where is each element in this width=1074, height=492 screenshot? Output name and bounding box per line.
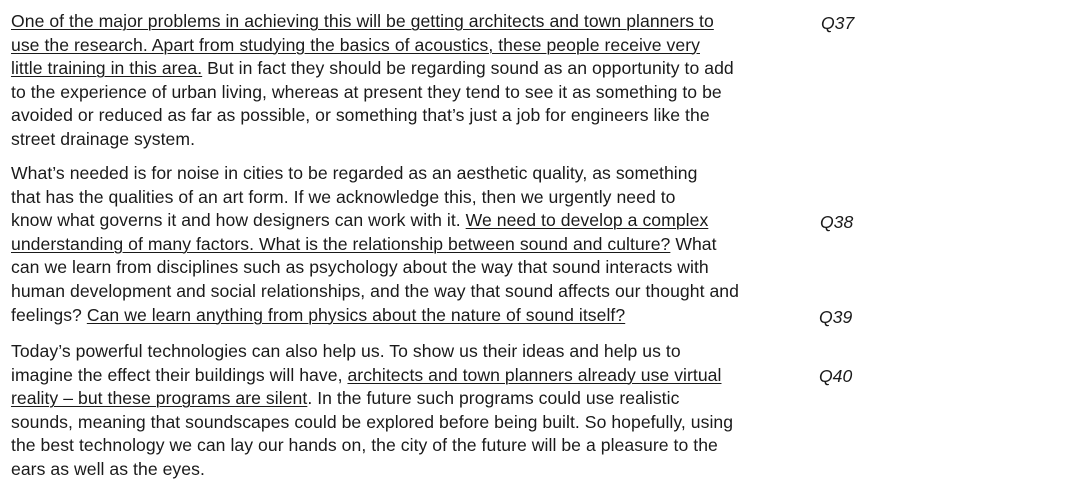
text-segment: human development and social relationships, and the way that sound affects our thought and xyxy=(11,281,739,301)
text-segment: But in fact they should be regarding sound as an opportunity to add xyxy=(202,58,734,79)
text-segment: avoided or reduced as far as possible, or something that’s just a job for engineers like the xyxy=(11,105,710,126)
underlined-answer-text: Can we learn anything from physics about the nature of sound itself? xyxy=(86,304,626,325)
text-segment: can we learn from disciplines such as psychology about the way that sound interacts with xyxy=(11,257,709,278)
text-segment: know what governs it and how designers can work with it. xyxy=(11,210,466,231)
text-segment: imagine the effect their buildings will have, xyxy=(11,364,348,385)
text-segment: feelings? xyxy=(11,304,87,325)
underlined-answer-text: reality – but these programs are silent xyxy=(11,388,308,409)
text-line xyxy=(11,304,625,326)
text-line xyxy=(11,104,710,126)
text-line xyxy=(11,256,709,278)
text-line xyxy=(11,434,718,456)
question-label-q38: Q38 xyxy=(820,212,854,232)
text-line xyxy=(11,34,700,56)
underlined-answer-text: architects and town planners already use virtual xyxy=(347,364,722,385)
text-line xyxy=(11,387,679,409)
text-segment: ears as well as the eyes. xyxy=(11,459,205,479)
underlined-answer-text: We need to develop a complex xyxy=(465,210,709,231)
text-line xyxy=(11,340,681,362)
text-line xyxy=(11,233,717,255)
text-line xyxy=(11,364,721,386)
text-segment: to the experience of urban living, whereas at present they tend to see it as something to be xyxy=(11,81,722,102)
text-segment: . In the future such programs could use realistic xyxy=(307,388,680,409)
text-line xyxy=(11,128,195,150)
underlined-answer-text: little training in this area. xyxy=(11,58,203,79)
question-label-q39: Q39 xyxy=(819,307,853,327)
question-label-q37: Q37 xyxy=(821,13,855,33)
text-segment: What’s needed is for noise in cities to be regarded as an aesthetic quality, as something xyxy=(11,163,698,183)
question-label-q40: Q40 xyxy=(819,366,853,386)
text-segment: sounds, meaning that soundscapes could be explored before being built. So hopefully, using xyxy=(11,411,734,432)
text-line xyxy=(11,10,714,32)
text-line xyxy=(11,57,734,79)
text-segment: What xyxy=(670,233,717,254)
underlined-answer-text: understanding of many factors. What is the relationship between sound and culture? xyxy=(11,233,671,254)
text-line xyxy=(11,162,697,184)
text-line xyxy=(11,186,676,208)
text-segment: the best technology we can lay our hands on, the city of the future will be a pleasure to the xyxy=(11,435,718,456)
text-line xyxy=(11,81,722,103)
text-segment: that has the qualities of an art form. If we acknowledge this, then we urgently need to xyxy=(11,186,676,207)
text-line xyxy=(11,280,739,302)
text-line xyxy=(11,458,205,480)
underlined-answer-text: One of the major problems in achieving this will be getting architects and town planners to xyxy=(11,11,714,31)
text-line xyxy=(11,411,733,433)
underlined-answer-text: use the research. Apart from studying the basics of acoustics, these people receive very xyxy=(11,34,700,55)
text-line xyxy=(11,209,708,231)
text-segment: street drainage system. xyxy=(11,129,196,149)
text-segment: Today’s powerful technologies can also help us. To show us their ideas and help us to xyxy=(11,341,681,361)
